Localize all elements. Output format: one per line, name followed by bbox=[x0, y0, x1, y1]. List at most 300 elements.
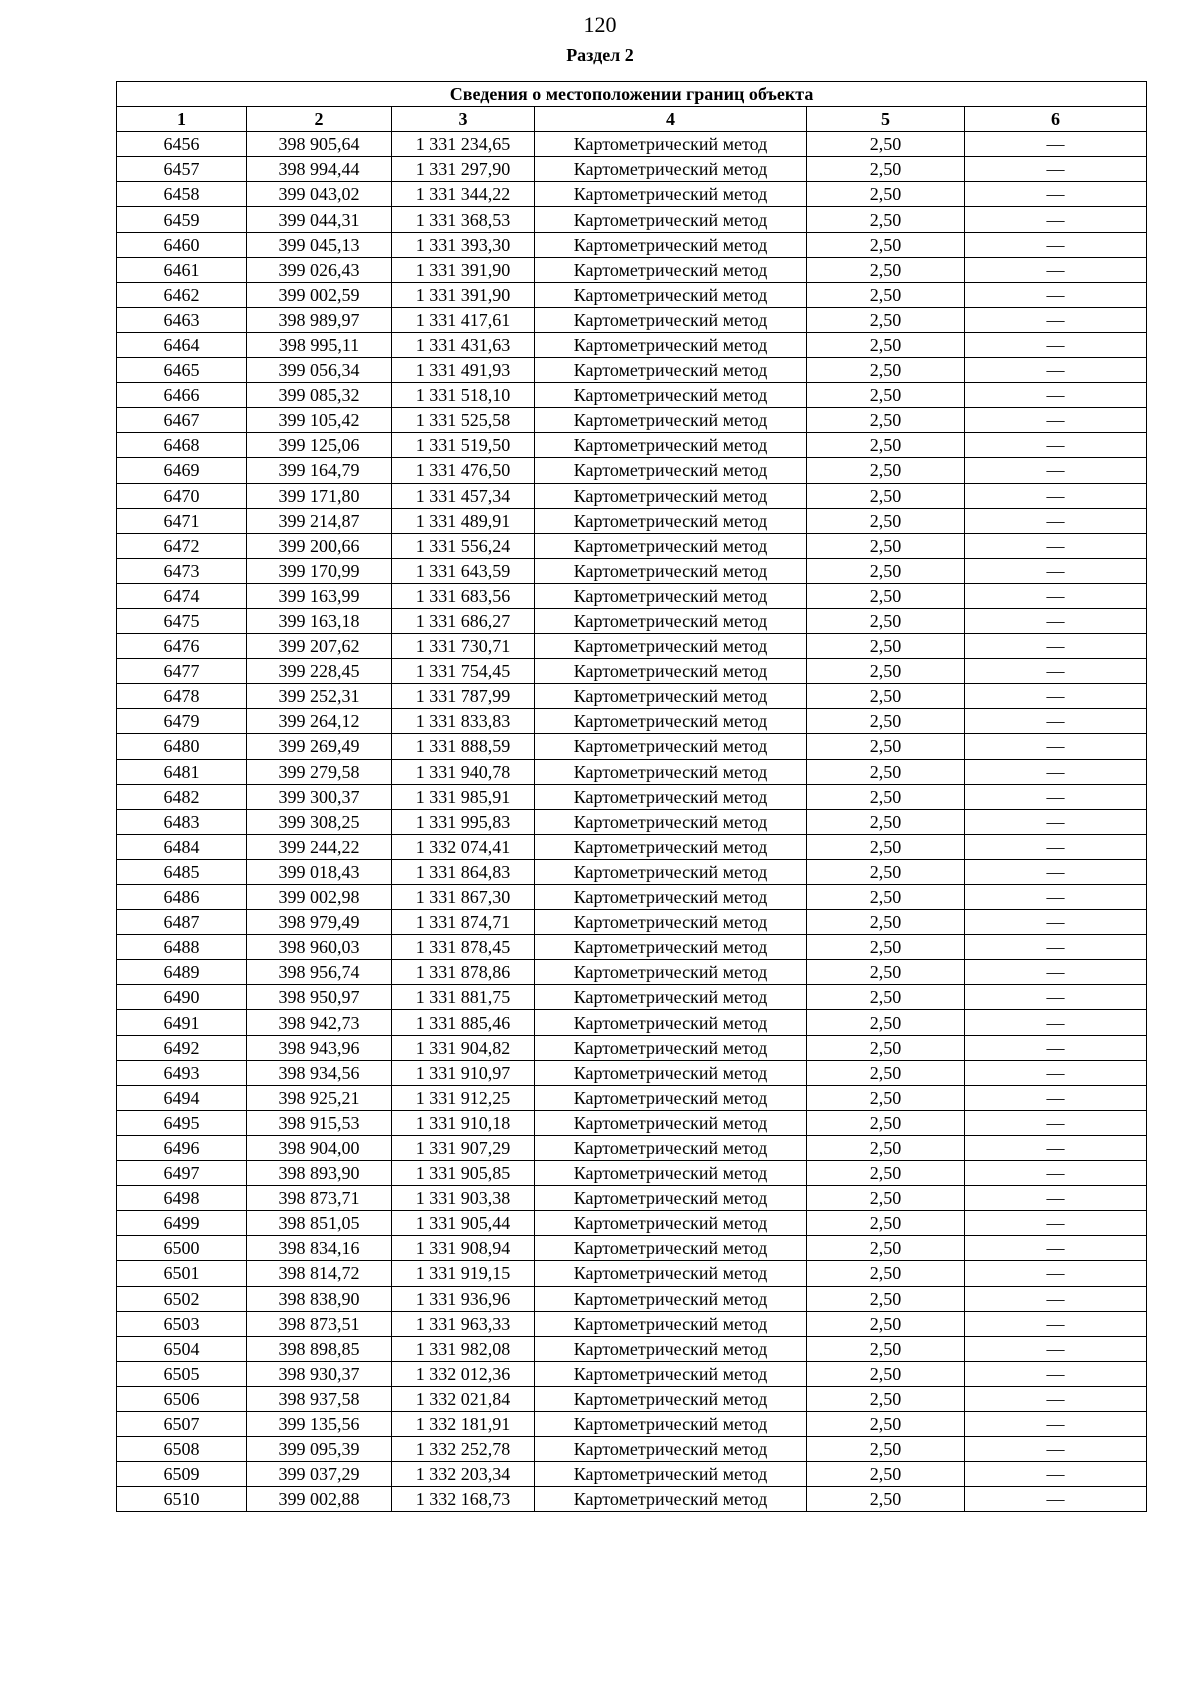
accuracy-cell: 2,50 bbox=[807, 207, 965, 232]
dash-mark: — bbox=[1046, 861, 1065, 882]
method-cell: Картометрический метод bbox=[535, 935, 807, 960]
x-coordinate-cell: 399 105,42 bbox=[247, 408, 392, 433]
accuracy-cell: 2,50 bbox=[807, 1462, 965, 1487]
method-cell: Картометрический метод bbox=[535, 985, 807, 1010]
y-coordinate-cell: 1 331 910,18 bbox=[392, 1110, 535, 1135]
column-header: 1 bbox=[117, 107, 247, 132]
point-number-cell: 6497 bbox=[117, 1161, 247, 1186]
accuracy-cell: 2,50 bbox=[807, 257, 965, 282]
dash-mark: — bbox=[1046, 360, 1065, 381]
dash-mark: — bbox=[1046, 460, 1065, 481]
accuracy-cell: 2,50 bbox=[807, 182, 965, 207]
y-coordinate-cell: 1 331 903,38 bbox=[392, 1186, 535, 1211]
table-row bbox=[117, 1236, 1147, 1261]
note-cell bbox=[965, 1462, 1147, 1487]
accuracy-cell: 2,50 bbox=[807, 960, 965, 985]
dash-mark: — bbox=[1046, 1213, 1065, 1234]
method-cell: Картометрический метод bbox=[535, 157, 807, 182]
x-coordinate-cell: 398 834,16 bbox=[247, 1236, 392, 1261]
accuracy-cell: 2,50 bbox=[807, 784, 965, 809]
method-cell: Картометрический метод bbox=[535, 1211, 807, 1236]
note-cell bbox=[965, 885, 1147, 910]
note-cell bbox=[965, 935, 1147, 960]
point-number-cell: 6483 bbox=[117, 809, 247, 834]
table-row bbox=[117, 1135, 1147, 1160]
dash-mark: — bbox=[1046, 1464, 1065, 1485]
dash-mark: — bbox=[1046, 786, 1065, 807]
table-row bbox=[117, 157, 1147, 182]
dash-mark: — bbox=[1046, 284, 1065, 305]
x-coordinate-cell: 398 915,53 bbox=[247, 1110, 392, 1135]
table-row bbox=[117, 885, 1147, 910]
method-cell: Картометрический метод bbox=[535, 1161, 807, 1186]
y-coordinate-cell: 1 331 525,58 bbox=[392, 408, 535, 433]
method-cell: Картометрический метод bbox=[535, 558, 807, 583]
point-number-cell: 6492 bbox=[117, 1035, 247, 1060]
accuracy-cell: 2,50 bbox=[807, 684, 965, 709]
method-cell: Картометрический метод bbox=[535, 1437, 807, 1462]
table-row bbox=[117, 910, 1147, 935]
x-coordinate-cell: 398 898,85 bbox=[247, 1336, 392, 1361]
y-coordinate-cell: 1 332 074,41 bbox=[392, 834, 535, 859]
x-coordinate-cell: 398 873,71 bbox=[247, 1186, 392, 1211]
table-row bbox=[117, 132, 1147, 157]
dash-mark: — bbox=[1046, 987, 1065, 1008]
note-cell bbox=[965, 859, 1147, 884]
method-cell: Картометрический метод bbox=[535, 1060, 807, 1085]
dash-mark: — bbox=[1046, 1037, 1065, 1058]
x-coordinate-cell: 399 002,88 bbox=[247, 1487, 392, 1512]
y-coordinate-cell: 1 331 905,85 bbox=[392, 1161, 535, 1186]
x-coordinate-cell: 398 994,44 bbox=[247, 157, 392, 182]
table-row bbox=[117, 1487, 1147, 1512]
method-cell: Картометрический метод bbox=[535, 1411, 807, 1436]
note-cell bbox=[965, 834, 1147, 859]
y-coordinate-cell: 1 331 297,90 bbox=[392, 157, 535, 182]
point-number-cell: 6495 bbox=[117, 1110, 247, 1135]
table-row bbox=[117, 1336, 1147, 1361]
accuracy-cell: 2,50 bbox=[807, 483, 965, 508]
table-row bbox=[117, 383, 1147, 408]
point-number-cell: 6476 bbox=[117, 634, 247, 659]
accuracy-cell: 2,50 bbox=[807, 358, 965, 383]
x-coordinate-cell: 398 814,72 bbox=[247, 1261, 392, 1286]
y-coordinate-cell: 1 332 203,34 bbox=[392, 1462, 535, 1487]
point-number-cell: 6500 bbox=[117, 1236, 247, 1261]
accuracy-cell: 2,50 bbox=[807, 1386, 965, 1411]
x-coordinate-cell: 399 244,22 bbox=[247, 834, 392, 859]
accuracy-cell: 2,50 bbox=[807, 533, 965, 558]
note-cell bbox=[965, 408, 1147, 433]
table-row bbox=[117, 1437, 1147, 1462]
method-cell: Картометрический метод bbox=[535, 1010, 807, 1035]
column-header: 5 bbox=[807, 107, 965, 132]
method-cell: Картометрический метод bbox=[535, 408, 807, 433]
point-number-cell: 6471 bbox=[117, 508, 247, 533]
x-coordinate-cell: 399 044,31 bbox=[247, 207, 392, 232]
dash-mark: — bbox=[1046, 560, 1065, 581]
y-coordinate-cell: 1 331 867,30 bbox=[392, 885, 535, 910]
x-coordinate-cell: 398 934,56 bbox=[247, 1060, 392, 1085]
y-coordinate-cell: 1 331 683,56 bbox=[392, 583, 535, 608]
table-row bbox=[117, 1010, 1147, 1035]
x-coordinate-cell: 399 043,02 bbox=[247, 182, 392, 207]
method-cell: Картометрический метод bbox=[535, 608, 807, 633]
x-coordinate-cell: 399 200,66 bbox=[247, 533, 392, 558]
accuracy-cell: 2,50 bbox=[807, 282, 965, 307]
x-coordinate-cell: 399 171,80 bbox=[247, 483, 392, 508]
y-coordinate-cell: 1 332 021,84 bbox=[392, 1386, 535, 1411]
accuracy-cell: 2,50 bbox=[807, 1261, 965, 1286]
method-cell: Картометрический метод bbox=[535, 1135, 807, 1160]
table-row bbox=[117, 1286, 1147, 1311]
accuracy-cell: 2,50 bbox=[807, 1361, 965, 1386]
y-coordinate-cell: 1 331 963,33 bbox=[392, 1311, 535, 1336]
table-row bbox=[117, 1161, 1147, 1186]
y-coordinate-cell: 1 331 905,44 bbox=[392, 1211, 535, 1236]
method-cell: Картометрический метод bbox=[535, 910, 807, 935]
dash-mark: — bbox=[1046, 636, 1065, 657]
column-header: 3 bbox=[392, 107, 535, 132]
x-coordinate-cell: 399 056,34 bbox=[247, 358, 392, 383]
accuracy-cell: 2,50 bbox=[807, 1010, 965, 1035]
table-row bbox=[117, 734, 1147, 759]
method-cell: Картометрический метод bbox=[535, 1336, 807, 1361]
dash-mark: — bbox=[1046, 661, 1065, 682]
method-cell: Картометрический метод bbox=[535, 784, 807, 809]
y-coordinate-cell: 1 331 393,30 bbox=[392, 232, 535, 257]
accuracy-cell: 2,50 bbox=[807, 383, 965, 408]
note-cell bbox=[965, 1386, 1147, 1411]
column-header: 2 bbox=[247, 107, 392, 132]
x-coordinate-cell: 399 214,87 bbox=[247, 508, 392, 533]
accuracy-cell: 2,50 bbox=[807, 1085, 965, 1110]
method-cell: Картометрический метод bbox=[535, 1386, 807, 1411]
point-number-cell: 6504 bbox=[117, 1336, 247, 1361]
note-cell bbox=[965, 157, 1147, 182]
y-coordinate-cell: 1 331 912,25 bbox=[392, 1085, 535, 1110]
y-coordinate-cell: 1 331 907,29 bbox=[392, 1135, 535, 1160]
note-cell bbox=[965, 910, 1147, 935]
point-number-cell: 6466 bbox=[117, 383, 247, 408]
table-row bbox=[117, 358, 1147, 383]
y-coordinate-cell: 1 331 754,45 bbox=[392, 659, 535, 684]
x-coordinate-cell: 399 163,99 bbox=[247, 583, 392, 608]
table-row bbox=[117, 859, 1147, 884]
note-cell bbox=[965, 1060, 1147, 1085]
note-cell bbox=[965, 558, 1147, 583]
point-number-cell: 6463 bbox=[117, 307, 247, 332]
dash-mark: — bbox=[1046, 761, 1065, 782]
method-cell: Картометрический метод bbox=[535, 759, 807, 784]
y-coordinate-cell: 1 331 985,91 bbox=[392, 784, 535, 809]
table-row bbox=[117, 232, 1147, 257]
note-cell bbox=[965, 508, 1147, 533]
method-cell: Картометрический метод bbox=[535, 834, 807, 859]
boundary-coordinates-table bbox=[116, 81, 1147, 1512]
point-number-cell: 6481 bbox=[117, 759, 247, 784]
table-caption: Сведения о местоположении границ объекта bbox=[117, 82, 1147, 107]
accuracy-cell: 2,50 bbox=[807, 1487, 965, 1512]
y-coordinate-cell: 1 331 391,90 bbox=[392, 257, 535, 282]
accuracy-cell: 2,50 bbox=[807, 859, 965, 884]
y-coordinate-cell: 1 331 730,71 bbox=[392, 634, 535, 659]
x-coordinate-cell: 398 925,21 bbox=[247, 1085, 392, 1110]
point-number-cell: 6465 bbox=[117, 358, 247, 383]
method-cell: Картометрический метод bbox=[535, 859, 807, 884]
note-cell bbox=[965, 759, 1147, 784]
table-row bbox=[117, 483, 1147, 508]
x-coordinate-cell: 398 950,97 bbox=[247, 985, 392, 1010]
point-number-cell: 6506 bbox=[117, 1386, 247, 1411]
dash-mark: — bbox=[1046, 1414, 1065, 1435]
table-row bbox=[117, 834, 1147, 859]
accuracy-cell: 2,50 bbox=[807, 232, 965, 257]
point-number-cell: 6510 bbox=[117, 1487, 247, 1512]
note-cell bbox=[965, 1035, 1147, 1060]
dash-mark: — bbox=[1046, 209, 1065, 230]
point-number-cell: 6475 bbox=[117, 608, 247, 633]
table-row bbox=[117, 684, 1147, 709]
method-cell: Картометрический метод bbox=[535, 1487, 807, 1512]
table-row bbox=[117, 1035, 1147, 1060]
y-coordinate-cell: 1 331 864,83 bbox=[392, 859, 535, 884]
table-row bbox=[117, 1110, 1147, 1135]
note-cell bbox=[965, 232, 1147, 257]
method-cell: Картометрический метод bbox=[535, 684, 807, 709]
point-number-cell: 6467 bbox=[117, 408, 247, 433]
point-number-cell: 6462 bbox=[117, 282, 247, 307]
x-coordinate-cell: 398 838,90 bbox=[247, 1286, 392, 1311]
method-cell: Картометрический метод bbox=[535, 433, 807, 458]
dash-mark: — bbox=[1046, 962, 1065, 983]
method-cell: Картометрический метод bbox=[535, 659, 807, 684]
point-number-cell: 6502 bbox=[117, 1286, 247, 1311]
point-number-cell: 6460 bbox=[117, 232, 247, 257]
x-coordinate-cell: 398 905,64 bbox=[247, 132, 392, 157]
method-cell: Картометрический метод bbox=[535, 257, 807, 282]
dash-mark: — bbox=[1046, 711, 1065, 732]
point-number-cell: 6472 bbox=[117, 533, 247, 558]
y-coordinate-cell: 1 331 878,45 bbox=[392, 935, 535, 960]
note-cell bbox=[965, 1286, 1147, 1311]
point-number-cell: 6493 bbox=[117, 1060, 247, 1085]
dash-mark: — bbox=[1046, 535, 1065, 556]
x-coordinate-cell: 399 095,39 bbox=[247, 1437, 392, 1462]
table-row bbox=[117, 257, 1147, 282]
point-number-cell: 6494 bbox=[117, 1085, 247, 1110]
dash-mark: — bbox=[1046, 1313, 1065, 1334]
table-row bbox=[117, 985, 1147, 1010]
method-cell: Картометрический метод bbox=[535, 1085, 807, 1110]
x-coordinate-cell: 399 308,25 bbox=[247, 809, 392, 834]
dash-mark: — bbox=[1046, 410, 1065, 431]
y-coordinate-cell: 1 331 982,08 bbox=[392, 1336, 535, 1361]
dash-mark: — bbox=[1046, 1137, 1065, 1158]
table-row bbox=[117, 583, 1147, 608]
table-row bbox=[117, 1462, 1147, 1487]
point-number-cell: 6496 bbox=[117, 1135, 247, 1160]
note-cell bbox=[965, 458, 1147, 483]
x-coordinate-cell: 399 264,12 bbox=[247, 709, 392, 734]
table-row bbox=[117, 709, 1147, 734]
dash-mark: — bbox=[1046, 1188, 1065, 1209]
y-coordinate-cell: 1 332 181,91 bbox=[392, 1411, 535, 1436]
y-coordinate-cell: 1 331 833,83 bbox=[392, 709, 535, 734]
table-row bbox=[117, 1261, 1147, 1286]
dash-mark: — bbox=[1046, 1263, 1065, 1284]
accuracy-cell: 2,50 bbox=[807, 985, 965, 1010]
point-number-cell: 6505 bbox=[117, 1361, 247, 1386]
dash-mark: — bbox=[1046, 184, 1065, 205]
method-cell: Картометрический метод bbox=[535, 533, 807, 558]
table-row bbox=[117, 634, 1147, 659]
table-row bbox=[117, 608, 1147, 633]
accuracy-cell: 2,50 bbox=[807, 1336, 965, 1361]
accuracy-cell: 2,50 bbox=[807, 458, 965, 483]
accuracy-cell: 2,50 bbox=[807, 759, 965, 784]
accuracy-cell: 2,50 bbox=[807, 1161, 965, 1186]
y-coordinate-cell: 1 331 368,53 bbox=[392, 207, 535, 232]
x-coordinate-cell: 398 960,03 bbox=[247, 935, 392, 960]
method-cell: Картометрический метод bbox=[535, 458, 807, 483]
accuracy-cell: 2,50 bbox=[807, 433, 965, 458]
accuracy-cell: 2,50 bbox=[807, 659, 965, 684]
point-number-cell: 6498 bbox=[117, 1186, 247, 1211]
x-coordinate-cell: 398 995,11 bbox=[247, 332, 392, 357]
note-cell bbox=[965, 483, 1147, 508]
note-cell bbox=[965, 1110, 1147, 1135]
accuracy-cell: 2,50 bbox=[807, 558, 965, 583]
method-cell: Картометрический метод bbox=[535, 307, 807, 332]
point-number-cell: 6469 bbox=[117, 458, 247, 483]
x-coordinate-cell: 398 851,05 bbox=[247, 1211, 392, 1236]
y-coordinate-cell: 1 331 476,50 bbox=[392, 458, 535, 483]
dash-mark: — bbox=[1046, 385, 1065, 406]
table-caption-row bbox=[117, 82, 1147, 107]
method-cell: Картометрический метод bbox=[535, 734, 807, 759]
note-cell bbox=[965, 1236, 1147, 1261]
x-coordinate-cell: 399 018,43 bbox=[247, 859, 392, 884]
accuracy-cell: 2,50 bbox=[807, 709, 965, 734]
point-number-cell: 6491 bbox=[117, 1010, 247, 1035]
accuracy-cell: 2,50 bbox=[807, 885, 965, 910]
note-cell bbox=[965, 1411, 1147, 1436]
note-cell bbox=[965, 1135, 1147, 1160]
table-row bbox=[117, 1211, 1147, 1236]
table-body bbox=[117, 132, 1147, 1512]
x-coordinate-cell: 399 252,31 bbox=[247, 684, 392, 709]
table-row bbox=[117, 182, 1147, 207]
method-cell: Картометрический метод bbox=[535, 1361, 807, 1386]
point-number-cell: 6477 bbox=[117, 659, 247, 684]
dash-mark: — bbox=[1046, 611, 1065, 632]
dash-mark: — bbox=[1046, 485, 1065, 506]
point-number-cell: 6459 bbox=[117, 207, 247, 232]
note-cell bbox=[965, 684, 1147, 709]
note-cell bbox=[965, 433, 1147, 458]
table-row bbox=[117, 1311, 1147, 1336]
note-cell bbox=[965, 1336, 1147, 1361]
note-cell bbox=[965, 182, 1147, 207]
point-number-cell: 6474 bbox=[117, 583, 247, 608]
y-coordinate-cell: 1 331 908,94 bbox=[392, 1236, 535, 1261]
point-number-cell: 6480 bbox=[117, 734, 247, 759]
x-coordinate-cell: 399 207,62 bbox=[247, 634, 392, 659]
accuracy-cell: 2,50 bbox=[807, 1437, 965, 1462]
dash-mark: — bbox=[1046, 1388, 1065, 1409]
x-coordinate-cell: 399 228,45 bbox=[247, 659, 392, 684]
x-coordinate-cell: 399 170,99 bbox=[247, 558, 392, 583]
method-cell: Картометрический метод bbox=[535, 1236, 807, 1261]
method-cell: Картометрический метод bbox=[535, 383, 807, 408]
method-cell: Картометрический метод bbox=[535, 1286, 807, 1311]
point-number-cell: 6503 bbox=[117, 1311, 247, 1336]
note-cell bbox=[965, 1311, 1147, 1336]
table-row bbox=[117, 809, 1147, 834]
x-coordinate-cell: 398 930,37 bbox=[247, 1361, 392, 1386]
note-cell bbox=[965, 1437, 1147, 1462]
method-cell: Картометрический метод bbox=[535, 132, 807, 157]
accuracy-cell: 2,50 bbox=[807, 1060, 965, 1085]
point-number-cell: 6499 bbox=[117, 1211, 247, 1236]
point-number-cell: 6468 bbox=[117, 433, 247, 458]
x-coordinate-cell: 398 893,90 bbox=[247, 1161, 392, 1186]
method-cell: Картометрический метод bbox=[535, 634, 807, 659]
dash-mark: — bbox=[1046, 435, 1065, 456]
point-number-cell: 6486 bbox=[117, 885, 247, 910]
dash-mark: — bbox=[1046, 510, 1065, 531]
table-row bbox=[117, 458, 1147, 483]
point-number-cell: 6508 bbox=[117, 1437, 247, 1462]
table-row bbox=[117, 533, 1147, 558]
method-cell: Картометрический метод bbox=[535, 583, 807, 608]
x-coordinate-cell: 399 300,37 bbox=[247, 784, 392, 809]
dash-mark: — bbox=[1046, 836, 1065, 857]
accuracy-cell: 2,50 bbox=[807, 809, 965, 834]
x-coordinate-cell: 399 085,32 bbox=[247, 383, 392, 408]
method-cell: Картометрический метод bbox=[535, 709, 807, 734]
note-cell bbox=[965, 960, 1147, 985]
table-row bbox=[117, 1085, 1147, 1110]
method-cell: Картометрический метод bbox=[535, 809, 807, 834]
note-cell bbox=[965, 1487, 1147, 1512]
table-row bbox=[117, 558, 1147, 583]
dash-mark: — bbox=[1046, 334, 1065, 355]
accuracy-cell: 2,50 bbox=[807, 608, 965, 633]
y-coordinate-cell: 1 331 417,61 bbox=[392, 307, 535, 332]
method-cell: Картометрический метод bbox=[535, 332, 807, 357]
dash-mark: — bbox=[1046, 887, 1065, 908]
column-header: 6 bbox=[965, 107, 1147, 132]
table-row bbox=[117, 784, 1147, 809]
dash-mark: — bbox=[1046, 585, 1065, 606]
y-coordinate-cell: 1 332 252,78 bbox=[392, 1437, 535, 1462]
dash-mark: — bbox=[1046, 1238, 1065, 1259]
note-cell bbox=[965, 1161, 1147, 1186]
method-cell: Картометрический метод bbox=[535, 232, 807, 257]
method-cell: Картометрический метод bbox=[535, 1110, 807, 1135]
method-cell: Картометрический метод bbox=[535, 885, 807, 910]
x-coordinate-cell: 399 279,58 bbox=[247, 759, 392, 784]
method-cell: Картометрический метод bbox=[535, 1462, 807, 1487]
note-cell bbox=[965, 383, 1147, 408]
point-number-cell: 6457 bbox=[117, 157, 247, 182]
point-number-cell: 6464 bbox=[117, 332, 247, 357]
point-number-cell: 6490 bbox=[117, 985, 247, 1010]
x-coordinate-cell: 399 163,18 bbox=[247, 608, 392, 633]
dash-mark: — bbox=[1046, 1363, 1065, 1384]
